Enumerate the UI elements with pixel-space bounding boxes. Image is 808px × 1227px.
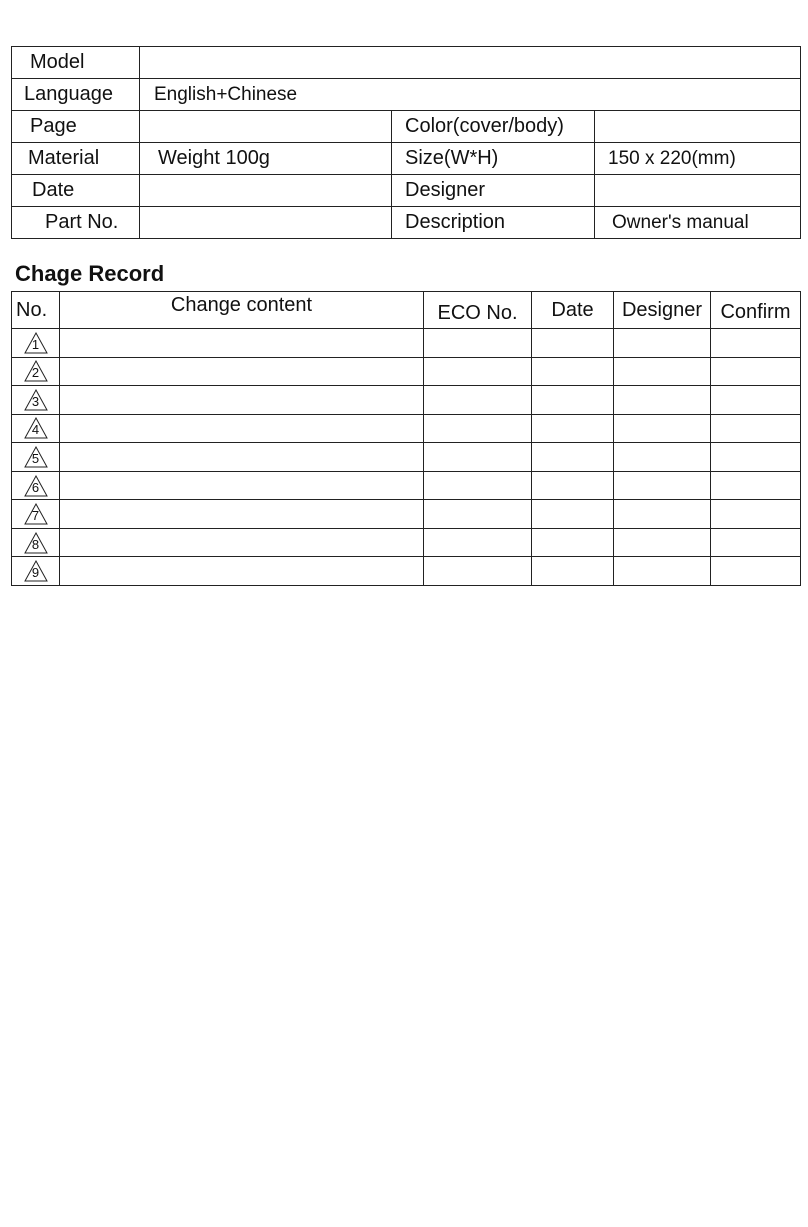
- table-row: [12, 357, 801, 386]
- cell-date: [532, 329, 614, 358]
- cell-content: [60, 500, 424, 529]
- change-record-header: [12, 292, 801, 329]
- spec-table: [11, 46, 801, 239]
- row-number: 1: [31, 336, 40, 352]
- table-row: [12, 386, 801, 415]
- table-row: [12, 329, 801, 358]
- cell-eco: [424, 443, 532, 472]
- revision-triangle-icon: [24, 475, 48, 497]
- cell-designer: [614, 386, 711, 415]
- cell-designer: [614, 329, 711, 358]
- spec-row-language: [12, 79, 801, 111]
- table-row: [12, 528, 801, 557]
- material-label: Material: [12, 143, 140, 175]
- page-label: Page: [12, 111, 140, 143]
- row-number: 3: [31, 393, 40, 409]
- revision-triangle-icon: [24, 532, 48, 554]
- cell-designer: [614, 414, 711, 443]
- table-row: [12, 414, 801, 443]
- language-value: English+Chinese: [140, 79, 801, 111]
- cell-date: [532, 471, 614, 500]
- cell-confirm: [711, 443, 801, 472]
- row-number-cell: [12, 386, 60, 415]
- cell-content: [60, 329, 424, 358]
- cell-eco: [424, 386, 532, 415]
- description-label: Description: [392, 207, 595, 239]
- cell-date: [532, 414, 614, 443]
- cell-eco: [424, 329, 532, 358]
- size-label: Size(W*H): [392, 143, 595, 175]
- cell-confirm: [711, 386, 801, 415]
- part-no-value: [140, 207, 392, 239]
- header-designer: Designer: [614, 292, 711, 329]
- spec-row-page: [12, 111, 801, 143]
- revision-triangle-icon: [24, 446, 48, 468]
- header-confirm: Confirm: [711, 292, 801, 329]
- revision-triangle-icon: [24, 360, 48, 382]
- table-row: [12, 557, 801, 586]
- description-value: Owner's manual: [595, 207, 801, 239]
- cell-content: [60, 414, 424, 443]
- header-no: No.: [12, 292, 60, 329]
- cell-eco: [424, 357, 532, 386]
- cell-content: [60, 471, 424, 500]
- page-value: [140, 111, 392, 143]
- size-value: 150 x 220(mm): [595, 143, 801, 175]
- cell-confirm: [711, 528, 801, 557]
- cell-eco: [424, 528, 532, 557]
- cell-designer: [614, 500, 711, 529]
- cell-designer: [614, 443, 711, 472]
- material-value: Weight 100g: [140, 143, 392, 175]
- row-number: 9: [31, 565, 40, 581]
- row-number-cell: [12, 329, 60, 358]
- row-number: 6: [31, 479, 40, 495]
- row-number-cell: [12, 528, 60, 557]
- designer-value: [595, 175, 801, 207]
- row-number: 4: [31, 422, 40, 438]
- cell-eco: [424, 414, 532, 443]
- date-label: Date: [12, 175, 140, 207]
- cell-content: [60, 386, 424, 415]
- cell-eco: [424, 471, 532, 500]
- cell-date: [532, 557, 614, 586]
- designer-label: Designer: [392, 175, 595, 207]
- cell-content: [60, 357, 424, 386]
- cell-date: [532, 357, 614, 386]
- row-number-cell: [12, 357, 60, 386]
- header-eco-no: ECO No.: [424, 292, 532, 329]
- cell-confirm: [711, 357, 801, 386]
- table-row: [12, 500, 801, 529]
- row-number-cell: [12, 443, 60, 472]
- language-label: Language: [12, 79, 140, 111]
- cell-content: [60, 528, 424, 557]
- header-change-content: Change content: [60, 292, 424, 329]
- row-number: 5: [31, 450, 40, 466]
- row-number: 8: [31, 536, 40, 552]
- spec-row-model: [12, 47, 801, 79]
- row-number: 7: [31, 508, 40, 524]
- row-number-cell: [12, 414, 60, 443]
- cell-designer: [614, 357, 711, 386]
- cell-date: [532, 528, 614, 557]
- row-number: 2: [31, 365, 40, 381]
- header-date: Date: [532, 292, 614, 329]
- spec-row-part: [12, 207, 801, 239]
- cell-confirm: [711, 557, 801, 586]
- table-row: [12, 471, 801, 500]
- row-number-cell: [12, 557, 60, 586]
- revision-triangle-icon: [24, 560, 48, 582]
- cell-content: [60, 443, 424, 472]
- cell-date: [532, 386, 614, 415]
- change-record-title: Chage Record: [15, 261, 165, 286]
- row-number-cell: [12, 500, 60, 529]
- spec-row-date: [12, 175, 801, 207]
- cell-designer: [614, 528, 711, 557]
- cell-content: [60, 557, 424, 586]
- cell-eco: [424, 557, 532, 586]
- model-value: [140, 47, 801, 79]
- change-record-table: [11, 291, 801, 586]
- cell-confirm: [711, 471, 801, 500]
- revision-triangle-icon: [24, 503, 48, 525]
- cell-confirm: [711, 500, 801, 529]
- cell-designer: [614, 471, 711, 500]
- date-value: [140, 175, 392, 207]
- cell-date: [532, 500, 614, 529]
- model-label: Model: [12, 47, 140, 79]
- cell-designer: [614, 557, 711, 586]
- cell-date: [532, 443, 614, 472]
- revision-triangle-icon: [24, 389, 48, 411]
- row-number-cell: [12, 471, 60, 500]
- color-label: Color(cover/body): [392, 111, 595, 143]
- table-row: [12, 443, 801, 472]
- cell-confirm: [711, 329, 801, 358]
- revision-triangle-icon: [24, 332, 48, 354]
- revision-triangle-icon: [24, 417, 48, 439]
- part-no-label: Part No.: [12, 207, 140, 239]
- cell-eco: [424, 500, 532, 529]
- color-value: [595, 111, 801, 143]
- cell-confirm: [711, 414, 801, 443]
- spec-row-material: [12, 143, 801, 175]
